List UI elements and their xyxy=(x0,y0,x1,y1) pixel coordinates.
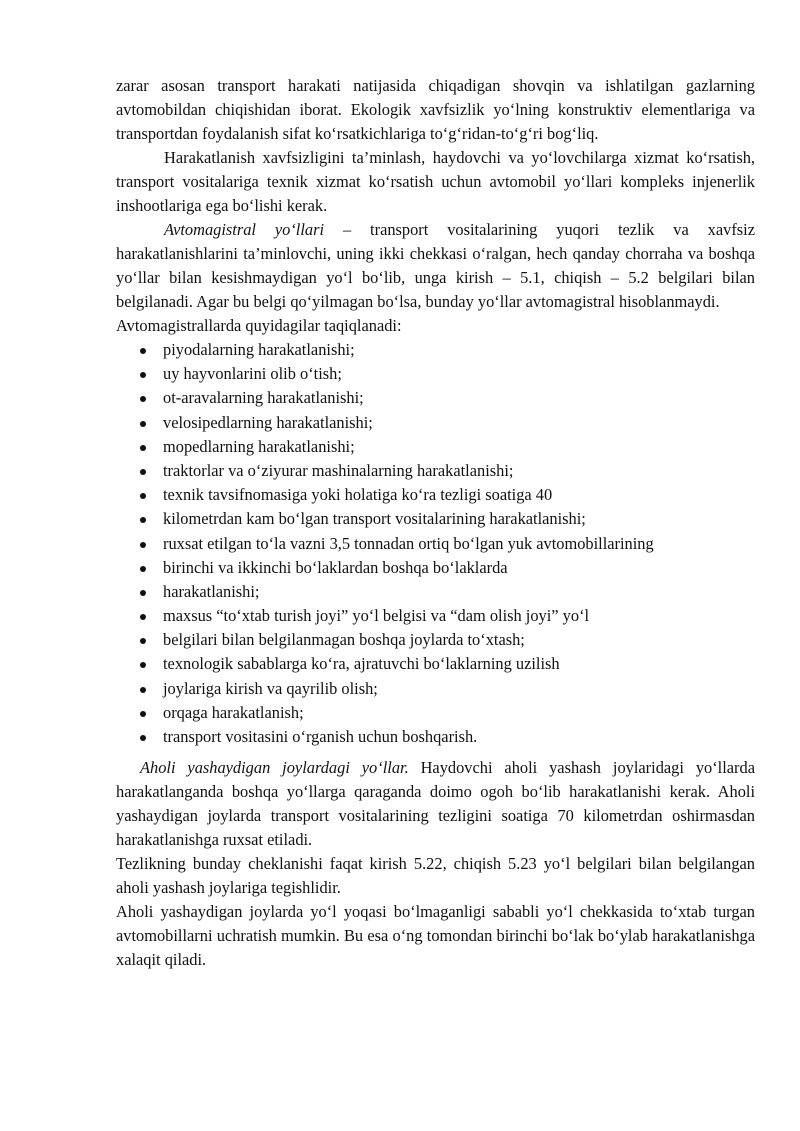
term-avtomagistral: Avtomagistral yo‘llari xyxy=(164,220,325,239)
list-item: traktorlar va o‘ziyurar mashinalarning harakatlanishi; xyxy=(116,459,755,483)
list-item: birinchi va ikkinchi bo‘laklardan boshqa bo‘laklarda xyxy=(116,556,755,580)
list-item: harakatlanishi; xyxy=(116,580,755,604)
list-item: ot-aravalarning harakatlanishi; xyxy=(116,386,755,410)
bullet-icon xyxy=(140,421,146,427)
bullet-icon xyxy=(140,372,146,378)
paragraph-6: Aholi yashaydigan joylarda yo‘l yoqasi bo‘lmaganligi sababli yo‘l chekkasida to‘xtab turgan avtomobillarni uchratish mumkin. Bu esa o‘ng tomondan birinchi bo‘lak bo‘ylab harakatlanishga xalaqit qiladi. xyxy=(116,902,755,970)
list-item: joylariga kirish va qayrilib olish; xyxy=(116,677,755,701)
bullet-icon xyxy=(140,469,146,475)
list-item: kilometrdan kam bo‘lgan transport vositalarining harakatlanishi; xyxy=(116,507,755,531)
list-item: uy hayvonlarini olib o‘tish; xyxy=(116,362,755,386)
list-item: maxsus “to‘xtab turish joyi” yo‘l belgisi va “dam olish joyi” yo‘l xyxy=(116,604,755,628)
paragraph-3-text: – transport vositalarining yuqori tezlik va xavfsiz harakatlanishlarini ta’minlovchi, uning ikki chekkasi o‘ralgan, hech qanday chorraha va boshqa yo‘llar bilan kesishmaydigan yo‘l bo‘lib, unga kirish – 5.1, chiqish – 5.2 belgilari bilan belgilanadi. Agar bu belgi qo‘yilmagan bo‘lsa, bunday yo‘llar avtomagistral hisoblanmaydi. xyxy=(116,220,755,311)
list-item: texnik tavsifnomasiga yoki holatiga ko‘ra tezligi soatiga 40 xyxy=(116,483,755,507)
list-item: belgilari bilan belgilanmagan boshqa joylarda to‘xtash; xyxy=(116,628,755,652)
bullet-icon xyxy=(140,638,146,644)
bullet-icon xyxy=(140,566,146,572)
list-item: transport vositasini o‘rganish uchun boshqarish. xyxy=(116,725,755,749)
paragraph-3 xyxy=(116,218,755,314)
list-item: orqaga harakatlanish; xyxy=(116,701,755,725)
bullet-icon xyxy=(140,396,146,402)
document-page xyxy=(116,74,755,972)
bullet-icon xyxy=(140,687,146,693)
list-item: mopedlarning harakatlanishi; xyxy=(116,435,755,459)
bullet-icon xyxy=(140,735,146,741)
bullet-icon xyxy=(140,711,146,717)
list-intro: Avtomagistrallarda quyidagilar taqiqlanadi: xyxy=(116,316,402,335)
list-item: velosipedlarning harakatlanishi; xyxy=(116,411,755,435)
bullet-icon xyxy=(140,614,146,620)
bullet-icon xyxy=(140,662,146,668)
term-aholi-yollar: Aholi yashaydigan joylardagi yo‘llar. xyxy=(140,758,409,778)
prohibitions-list xyxy=(116,338,755,749)
paragraph-5: Tezlikning bunday cheklanishi faqat kirish 5.22, chiqish 5.23 yo‘l belgilari bilan belgilangan aholi yashash joylariga tegishlidir. xyxy=(116,854,755,898)
bullet-icon xyxy=(140,590,146,596)
paragraph-1: zarar asosan transport harakati natijasida chiqadigan shovqin va ishlatilgan gazlarning avtomobildan chiqishidan iborat. Ekologik xavfsizlik yo‘lning konstruktiv elementlariga va transportdan foydalanish sifat ko‘rsatkichlariga to‘g‘ridan-to‘g‘ri bog‘liq. xyxy=(116,76,755,143)
list-item: piyodalarning harakatlanishi; xyxy=(116,338,755,362)
bullet-icon xyxy=(140,348,146,354)
paragraph-2: Harakatlanish xavfsizligini ta’minlash, haydovchi va yo‘lovchilarga xizmat ko‘rsatish, transport vositalariga texnik xizmat ko‘rsatish uchun avtomobil yo‘llari kompleks injenerlik inshootlariga ega bo‘lishi kerak. xyxy=(116,148,755,215)
list-item: ruxsat etilgan to‘la vazni 3,5 tonnadan ortiq bo‘lgan yuk avtomobillarining xyxy=(116,532,755,556)
list-item: texnologik sabablarga ko‘ra, ajratuvchi bo‘laklarning uzilish xyxy=(116,652,755,676)
paragraph-4 xyxy=(116,756,755,852)
bullet-icon xyxy=(140,445,146,451)
bullet-icon xyxy=(140,517,146,523)
bullet-icon xyxy=(140,542,146,548)
paragraph-4-text: Haydovchi aholi yashash joylaridagi yo‘llarda harakatlanganda boshqa yo‘llarga qaraganda doimo ogoh bo‘lib harakatlanishi kerak. Aholi yashaydigan joylarda transport vositalarining tezligini soatiga 70 kilometrdan oshirmasdan harakatlanishga ruxsat etiladi. xyxy=(116,758,755,850)
bullet-icon xyxy=(140,493,146,499)
